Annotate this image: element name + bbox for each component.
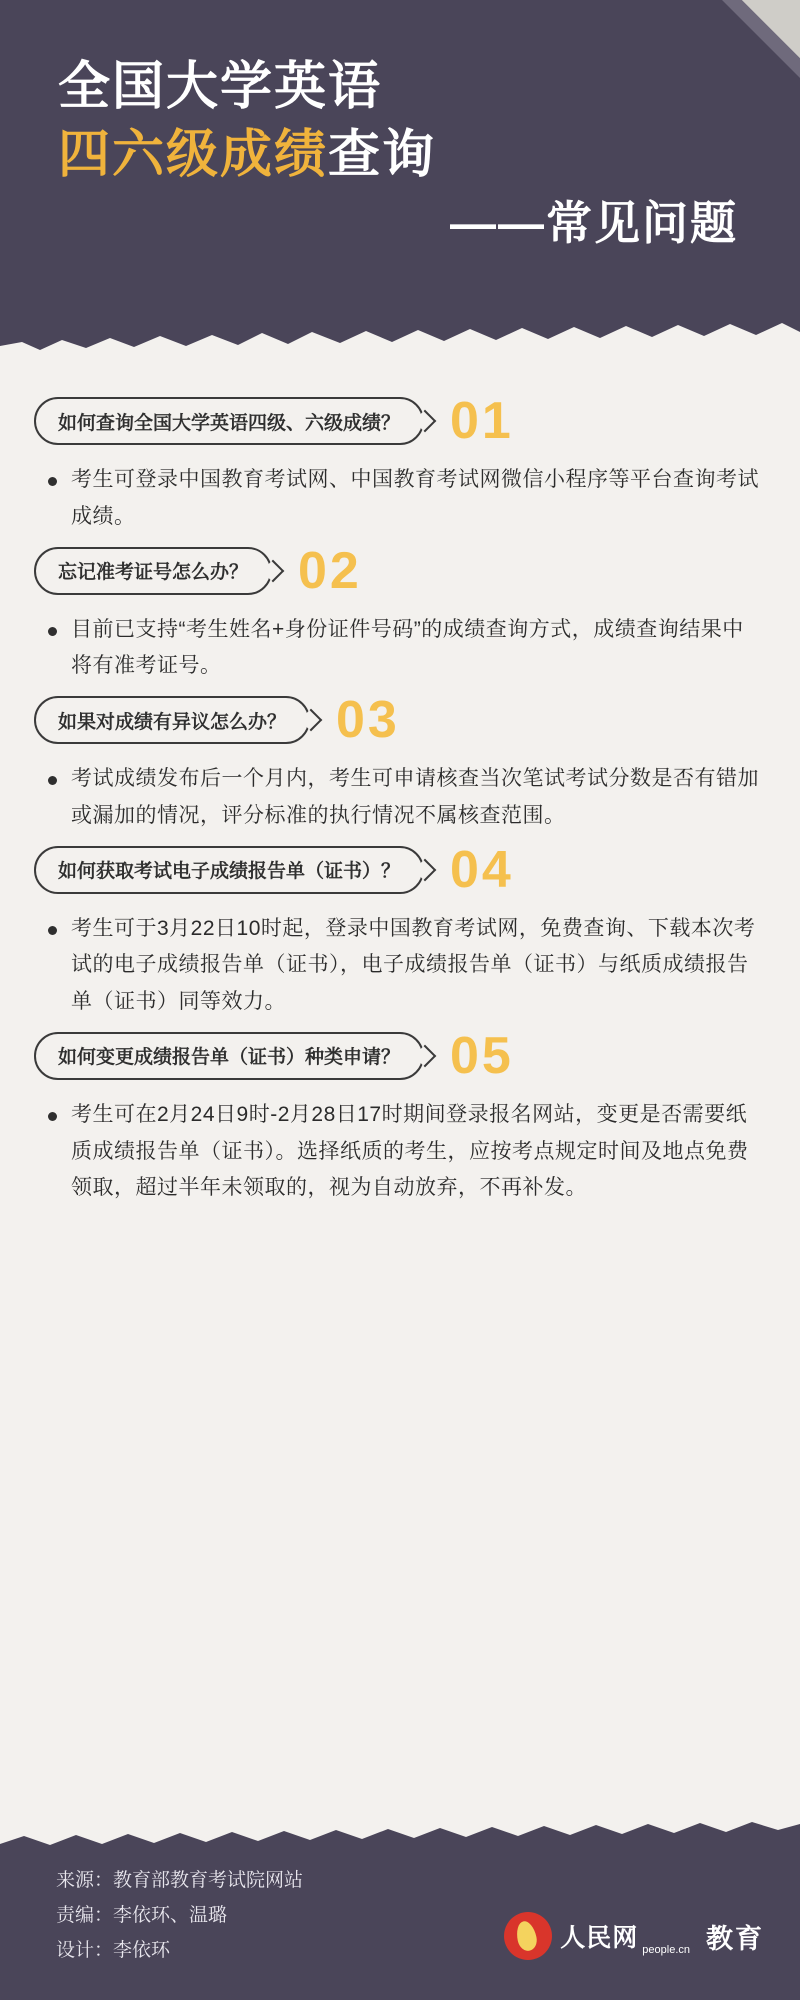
header-title-group — [0, 0, 800, 250]
faq-number: 03 — [336, 691, 400, 749]
page-title-line-2 — [58, 126, 760, 184]
page-title-rest: 查询 — [328, 126, 437, 185]
faq-answer-text: 考生可在2月24日9时-2月28日17时期间登录报名网站，变更是否需要纸质成绩报告单（证书）。选择纸质的考生，应按考点规定时间及地点免费领取，超过半年未领取的，视为自动放弃，不再补发。 — [71, 1102, 749, 1200]
faq-answer-text: 考试成绩发布后一个月内，考生可申请核查当次笔试考试分数是否有错加或漏加的情况，评分标准的执行情况不属核查范围。 — [71, 767, 759, 827]
faq-question-bubble[interactable]: 如果对成绩有异议怎么办？ — [34, 696, 310, 744]
page-subtitle: ——常见问题 — [450, 197, 738, 250]
faq-number: 04 — [450, 840, 514, 899]
footer-editor: 责编：李依环、温璐 — [56, 1905, 228, 1927]
faq-item — [34, 542, 766, 686]
faq-question-row — [34, 1027, 766, 1085]
faq-answer-row — [34, 606, 766, 686]
faq-answer-text: 考生可登录中国教育考试网、中国教育考试网微信小程序等平台查询考试成绩。 — [71, 468, 759, 528]
faq-answer-row — [34, 905, 766, 1021]
page-fold-corner-icon — [722, 0, 800, 78]
faq-answer-text: 目前已支持“考生姓名+身份证件号码”的成绩查询方式，成绩查询结果中将有准考证号。 — [71, 617, 744, 678]
page-title-line-1: 全国大学英语 — [58, 58, 383, 116]
brand-name: 人民网 — [560, 1924, 639, 1952]
faq-question-bubble[interactable]: 忘记准考证号怎么办？ — [34, 547, 272, 595]
faq-item — [34, 841, 766, 1021]
bullet-icon — [48, 627, 57, 636]
footer-credits — [56, 1863, 303, 1968]
faq-number: 02 — [298, 541, 362, 600]
footer-designer: 设计：李依环 — [56, 1940, 171, 1962]
faq-item — [34, 392, 766, 536]
brand-logo-group — [504, 1912, 764, 1960]
faq-item — [34, 1027, 766, 1207]
faq-question-bubble[interactable]: 如何查询全国大学英语四级、六级成绩？ — [34, 397, 424, 445]
faq-number: 05 — [450, 1026, 514, 1085]
bullet-icon — [48, 776, 57, 785]
bullet-icon — [48, 926, 57, 935]
faq-answer-row — [34, 1091, 766, 1207]
people-cn-logo-icon — [504, 1912, 552, 1960]
faq-question-row — [34, 542, 766, 600]
footer-torn-edge — [0, 1815, 800, 1860]
brand-channel: 教育 — [706, 1923, 764, 1954]
faq-answer-row — [34, 456, 766, 536]
faq-question-bubble[interactable]: 如何变更成绩报告单（证书）种类申请？ — [34, 1032, 424, 1080]
faq-question-row — [34, 691, 766, 749]
page-title-highlight: 四六级成绩 — [58, 126, 329, 185]
faq-question-row — [34, 841, 766, 899]
faq-number: 01 — [450, 392, 514, 450]
footer-banner — [0, 1815, 800, 2000]
bullet-icon — [48, 477, 57, 486]
faq-answer-row — [34, 755, 766, 835]
header-torn-edge — [0, 302, 800, 370]
faq-question-row — [34, 392, 766, 450]
faq-list — [0, 370, 800, 1207]
header-banner — [0, 0, 800, 370]
faq-question-bubble[interactable]: 如何获取考试电子成绩报告单（证书）？ — [34, 846, 424, 894]
faq-answer-text: 考生可于3月22日10时起，登录中国教育考试网，免费查询、下载本次考试的电子成绩报告单（证书），电子成绩报告单（证书）与纸质成绩报告单（证书）同等效力。 — [71, 916, 756, 1013]
bullet-icon — [48, 1112, 57, 1121]
footer-source: 来源：教育部教育考试院网站 — [56, 1870, 304, 1891]
faq-item — [34, 691, 766, 835]
brand-domain: people.cn — [642, 1944, 690, 1956]
